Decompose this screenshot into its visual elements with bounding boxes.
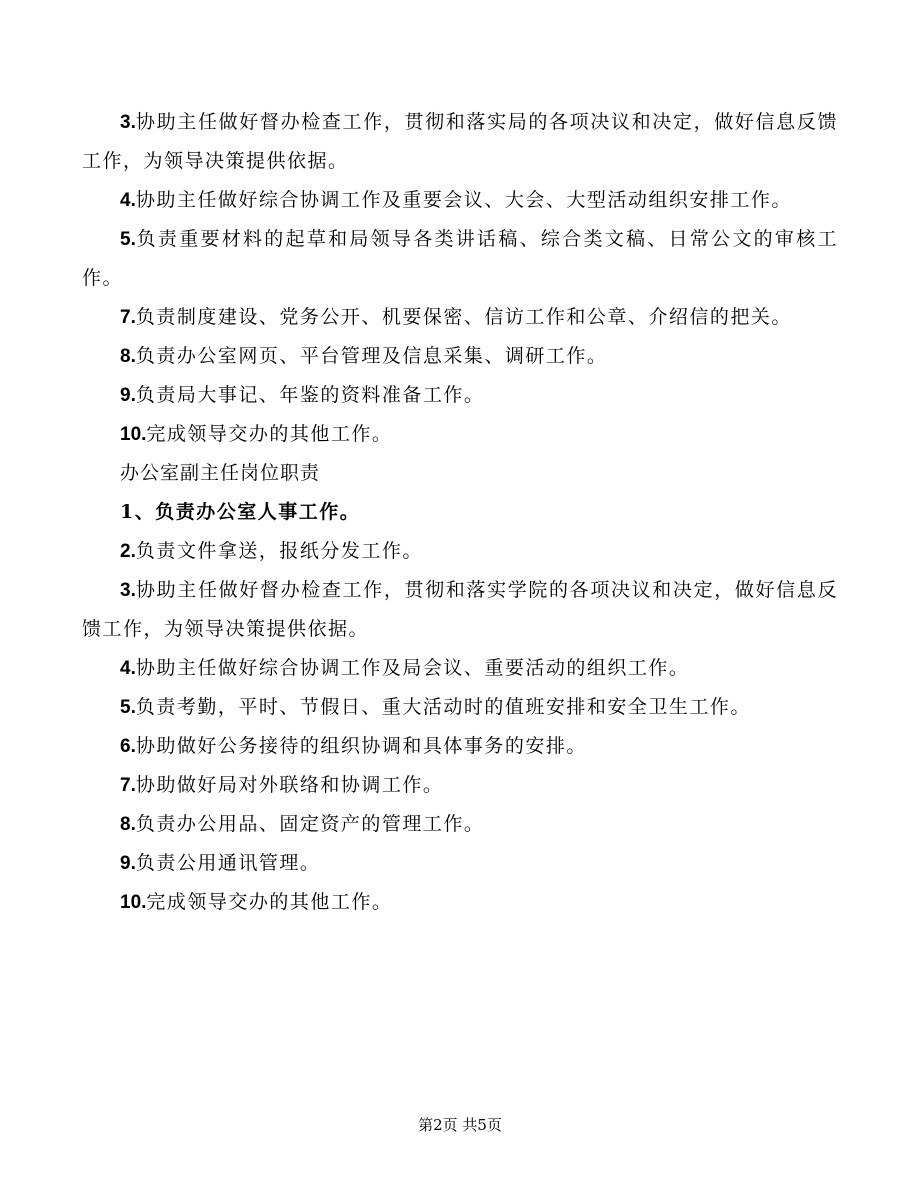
- list-item: 6.协助做好公务接待的组织协调和具体事务的安排。: [120, 735, 587, 757]
- list-item: 3.协助主任做好督办检查工作，贯彻和落实学院的各项决议和决定，做好信息反馈工作，为领导决策提供依据。: [82, 579, 838, 640]
- list-item: 7.负责制度建设、党务公开、机要保密、信访工作和公章、介绍信的把关。: [120, 306, 792, 328]
- list-item: 9.负责局大事记、年鉴的资料准备工作。: [120, 384, 485, 406]
- list-item: 3.协助主任做好督办检查工作，贯彻和落实局的各项决议和决定，做好信息反馈工作，为领导决策提供依据。: [82, 111, 838, 172]
- document-body: [82, 103, 838, 922]
- page-number-footer: 第2页 共5页: [418, 1116, 502, 1134]
- list-item: 2.负责文件拿送，报纸分发工作。: [120, 540, 423, 562]
- list-item: 10.完成领导交办的其他工作。: [120, 891, 393, 913]
- list-item: 5.负责重要材料的起草和局领导各类讲话稿、综合类文稿、日常公文的审核工作。: [82, 228, 838, 289]
- list-item: 4.协助主任做好综合协调工作及局会议、重要活动的组织工作。: [120, 657, 690, 679]
- list-item: 8.负责办公用品、固定资产的管理工作。: [120, 813, 485, 835]
- list-item: 9.负责公用通讯管理。: [120, 852, 321, 874]
- section-heading: 办公室副主任岗位职责: [120, 462, 321, 484]
- list-item: 4.协助主任做好综合协调工作及重要会议、大会、大型活动组织安排工作。: [120, 189, 792, 211]
- list-item: 10.完成领导交办的其他工作。: [120, 423, 393, 445]
- list-item: 8.负责办公室网页、平台管理及信息采集、调研工作。: [120, 345, 608, 367]
- list-item-bold: 1、负责办公室人事工作。: [120, 501, 361, 523]
- list-item: 7.协助做好局对外联络和协调工作。: [120, 774, 444, 796]
- list-item: 5.负责考勤，平时、节假日、重大活动时的值班安排和安全卫生工作。: [120, 696, 751, 718]
